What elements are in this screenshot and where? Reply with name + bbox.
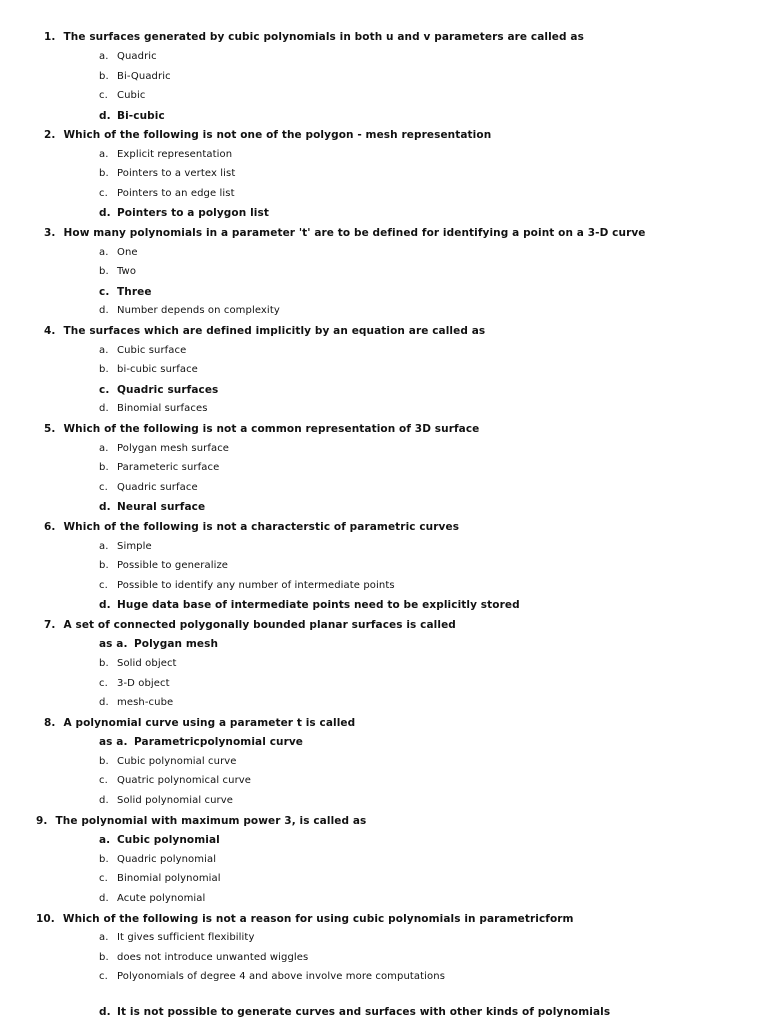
option-text: Quadric xyxy=(117,51,157,62)
question-text: A polynomial curve using a parameter t is called xyxy=(63,717,356,729)
option-letter: b. xyxy=(99,462,109,473)
option-letter: a. xyxy=(99,932,109,943)
question-number: 8. xyxy=(44,717,56,729)
question-4 xyxy=(44,325,485,337)
option-text: Polyonomials of degree 4 and above involve more computations xyxy=(117,971,446,982)
option-letter: c. xyxy=(99,286,110,298)
option-letter: d. xyxy=(99,599,111,611)
option-text: Possible to generalize xyxy=(117,560,229,571)
option-letter: c. xyxy=(99,678,108,689)
option-letter: as a. xyxy=(99,736,128,748)
option-text: Quadric surfaces xyxy=(117,384,219,396)
option-text: Binomial polynomial xyxy=(117,873,221,884)
option-text: Number depends on complexity xyxy=(117,305,280,316)
option-text: Possible to identify any number of intermediate points xyxy=(117,580,395,591)
option-letter: c. xyxy=(99,971,108,982)
question-7 xyxy=(44,619,456,631)
question-6 xyxy=(44,521,459,533)
question-5 xyxy=(44,423,479,435)
option-letter: b. xyxy=(99,952,109,963)
question-text: A set of connected polygonally bounded planar surfaces is called xyxy=(63,619,456,631)
option-text: Huge data base of intermediate points need to be explicitly stored xyxy=(117,599,520,611)
question-3 xyxy=(44,227,646,239)
option-text: Quadric polynomial xyxy=(117,854,217,865)
option-letter: a. xyxy=(99,149,109,160)
option-letter: b. xyxy=(99,756,109,767)
option-text: One xyxy=(117,247,138,258)
option-letter: b. xyxy=(99,266,109,277)
option-text: Pointers to a polygon list xyxy=(117,207,269,219)
option-letter: d. xyxy=(99,403,109,414)
question-9 xyxy=(36,815,366,827)
option-letter: d. xyxy=(99,305,109,316)
question-number: 9. xyxy=(36,815,48,827)
option-text: bi-cubic surface xyxy=(117,364,198,375)
question-text: Which of the following is not a common representation of 3D surface xyxy=(63,423,480,435)
question-number: 2. xyxy=(44,129,56,141)
option-text: Explicit representation xyxy=(117,149,233,160)
option-text: does not introduce unwanted wiggles xyxy=(117,952,309,963)
question-number: 1. xyxy=(44,31,56,43)
option-letter: d. xyxy=(99,207,111,219)
option-text: Acute polynomial xyxy=(117,893,206,904)
option-text: Polygan mesh xyxy=(134,638,219,650)
question-number: 5. xyxy=(44,423,56,435)
option-letter: a. xyxy=(99,541,109,552)
question-2 xyxy=(44,129,491,141)
option-text: Three xyxy=(117,286,152,298)
option-text: Cubic polynomial xyxy=(117,834,220,846)
option-text: Cubic xyxy=(117,90,146,101)
option-letter: c. xyxy=(99,90,108,101)
option-letter: b. xyxy=(99,364,109,375)
option-text: Quadric surface xyxy=(117,482,198,493)
option-text: Simple xyxy=(117,541,152,552)
option-letter: a. xyxy=(99,51,109,62)
option-text: Cubic polynomial curve xyxy=(117,756,237,767)
option-text: Parameteric surface xyxy=(117,462,220,473)
option-text: Polygan mesh surface xyxy=(117,443,230,454)
option-letter: b. xyxy=(99,560,109,571)
option-text: mesh-cube xyxy=(117,697,174,708)
option-text: Parametricpolynomial curve xyxy=(134,736,304,748)
question-1 xyxy=(44,31,584,43)
question-number: 6. xyxy=(44,521,56,533)
question-text: The surfaces generated by cubic polynomials in both u and v parameters are called as xyxy=(63,31,584,43)
option-letter: c. xyxy=(99,775,108,786)
option-letter: a. xyxy=(99,443,109,454)
question-text: Which of the following is not a characterstic of parametric curves xyxy=(63,521,460,533)
question-text: The polynomial with maximum power 3, is called as xyxy=(55,815,367,827)
option-text: Neural surface xyxy=(117,501,206,513)
option-letter: d. xyxy=(99,501,111,513)
question-number: 4. xyxy=(44,325,56,337)
option-text: Binomial surfaces xyxy=(117,403,208,414)
option-letter: d. xyxy=(99,893,109,904)
question-text: The surfaces which are defined implicitly by an equation are called as xyxy=(63,325,486,337)
option-letter: c. xyxy=(99,188,108,199)
option-text: 3-D object xyxy=(117,678,170,689)
option-letter: a. xyxy=(99,345,109,356)
option-text: Quatric polynomical curve xyxy=(117,775,252,786)
option-letter: d. xyxy=(99,110,111,122)
question-text: Which of the following is not one of the polygon - mesh representation xyxy=(63,129,492,141)
option-letter: b. xyxy=(99,854,109,865)
option-letter: c. xyxy=(99,580,108,591)
question-number: 10. xyxy=(36,913,55,925)
question-8 xyxy=(44,717,355,729)
option-letter: b. xyxy=(99,168,109,179)
question-number: 7. xyxy=(44,619,56,631)
option-text: Pointers to a vertex list xyxy=(117,168,236,179)
question-text: How many polynomials in a parameter 't' are to be defined for identifying a point on a 3-D curve xyxy=(63,227,646,239)
option-text: Bi-Quadric xyxy=(117,71,171,82)
option-letter: d. xyxy=(99,795,109,806)
option-letter: as a. xyxy=(99,638,128,650)
option-letter: d. xyxy=(99,697,109,708)
option-letter: c. xyxy=(99,873,108,884)
option-text: Solid polynomial curve xyxy=(117,795,233,806)
option-text: Cubic surface xyxy=(117,345,187,356)
option-text: It is not possible to generate curves and surfaces with other kinds of polynomials xyxy=(117,1006,611,1018)
option-text: It gives sufficient flexibility xyxy=(117,932,255,943)
option-letter: b. xyxy=(99,71,109,82)
question-text: Which of the following is not a reason for using cubic polynomials in parametricform xyxy=(62,913,574,925)
option-letter: c. xyxy=(99,384,110,396)
question-10 xyxy=(36,913,574,925)
option-letter: c. xyxy=(99,482,108,493)
option-text: Solid object xyxy=(117,658,177,669)
option-text: Two xyxy=(117,266,137,277)
option-letter: a. xyxy=(99,834,111,846)
option-letter: b. xyxy=(99,658,109,669)
question-number: 3. xyxy=(44,227,56,239)
option-letter: d. xyxy=(99,1006,111,1018)
option-text: Pointers to an edge list xyxy=(117,188,235,199)
option-text: Bi-cubic xyxy=(117,110,165,122)
option-letter: a. xyxy=(99,247,109,258)
